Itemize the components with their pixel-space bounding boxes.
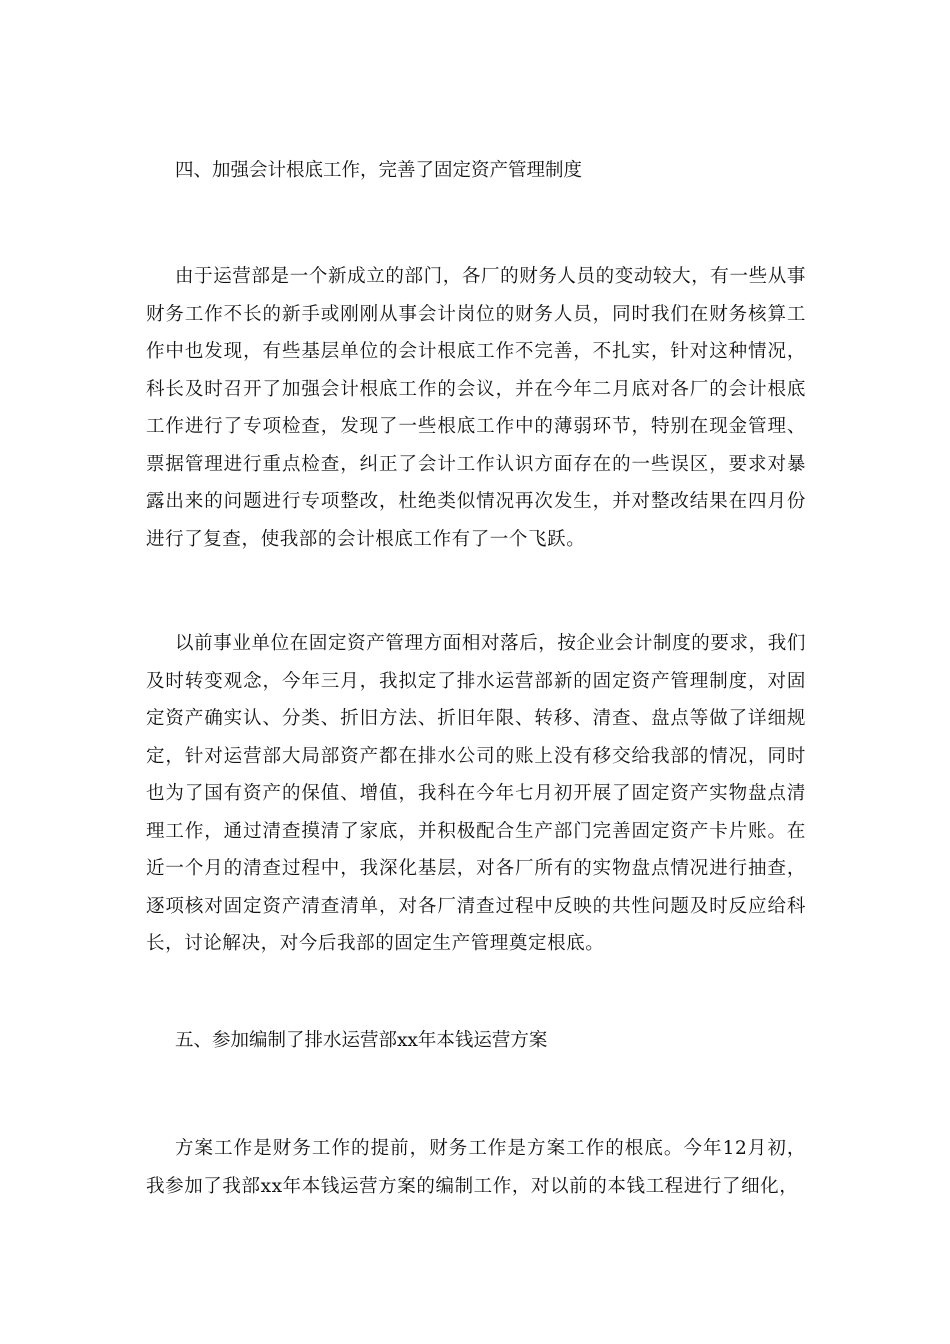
body-paragraph: 方案工作是财务工作的提前，财务工作是方案工作的根底。今年12月初，我参加了我部xx年本钱运营方案的编制工作，对以前的本钱工程进行了细化， — [146, 1138, 806, 1197]
body-paragraph: 以前事业单位在固定资产管理方面相对落后，按企业会计制度的要求，我们及时转变观念，今年三月，我拟定了排水运营部新的固定资产管理制度，对固定资产确实认、分类、折旧方法、折旧年限、转移、清查、盘点等做了详细规定，针对运营部大局部资产都在排水公司的账上没有移交给我部的情况，同时也为了国有资产的保值、增值，我科在今年七月初开展了固定资产实物盘点清理工作，通过清查摸清了家底，并积极配合生产部门完善固定资产卡片账。在近一个月的清查过程中，我深化基层，对各厂所有的实物盘点情况进行抽查，逐项核对固定资产清查清单，对各厂清查过程中反映的共性问题及时反应给科长，讨论解决，对今后我部的固定生产管理奠定根底。 — [146, 633, 806, 954]
body-paragraph: 由于运营部是一个新成立的部门，各厂的财务人员的变动较大，有一些从事财务工作不长的新手或刚刚从事会计岗位的财务人员，同时我们在财务核算工作中也发现，有些基层单位的会计根底工作不完善，不扎实，针对这种情况，科长及时召开了加强会计根底工作的会议，并在今年二月底对各厂的会计根底工作进行了专项检查，发现了一些根底工作中的薄弱环节，特别在现金管理、票据管理进行重点检查，纠正了会计工作认识方面存在的一些误区，要求对暴露出来的问题进行专项整改，杜绝类似情况再次发生，并对整改结果在四月份进行了复查，使我部的会计根底工作有了一个飞跃。 — [146, 266, 806, 550]
section-heading-4: 四、加强会计根底工作，完善了固定资产管理制度 — [175, 160, 583, 181]
section-heading-5: 五、参加编制了排水运营部xx年本钱运营方案 — [175, 1030, 548, 1051]
